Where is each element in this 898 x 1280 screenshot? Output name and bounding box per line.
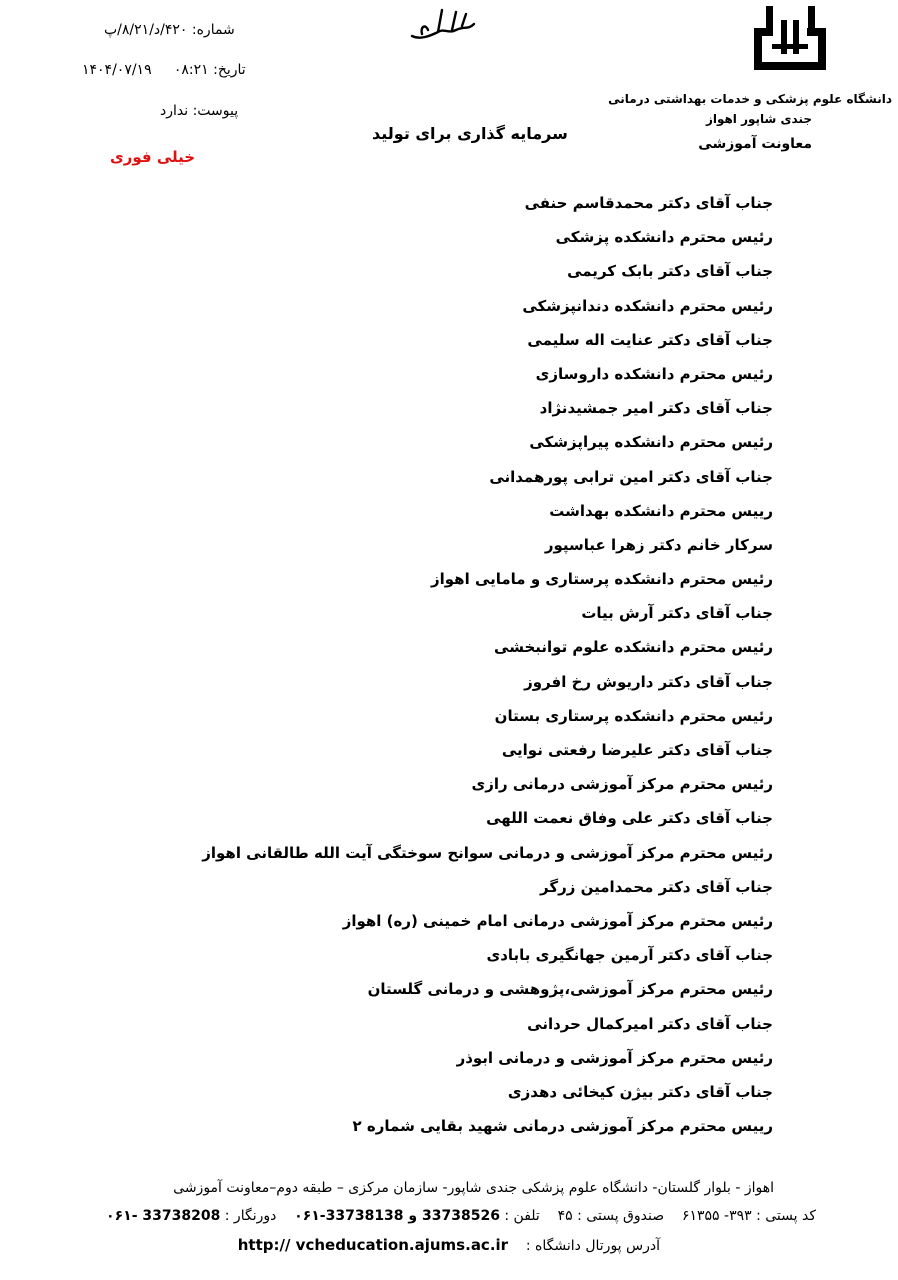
postal-code-value: ۳۹۳- ۶۱۳۵۵ [681, 1208, 752, 1224]
recipient-line: رییس محترم مرکز آموزشی درمانی شهید بقایی شماره ۲ [352, 1117, 773, 1136]
university-name-line2: جندی شاپور اهواز [705, 112, 812, 126]
department-name: معاونت آموزشی [698, 136, 812, 152]
recipient-line: جناب آقای دکتر امیرکمال حردانی [527, 1014, 773, 1033]
letter-subject: سرمایه گذاری برای تولید [372, 124, 568, 143]
recipient-line: جناب آقای دکتر امیر جمشیدنژاد [539, 399, 773, 418]
recipient-line: رئیس محترم مرکز آموزشی،پژوهشی و درمانی گلستان [367, 980, 773, 999]
recipient-line: رئیس محترم دانشکده علوم توانبخشی [494, 638, 773, 657]
recipient-line: رئیس محترم مرکز آموزشی و درمانی سوانح سوختگی آیت الله طالقانی اهواز [202, 843, 773, 862]
letter-number [104, 22, 235, 38]
calligraphy-heading-icon [408, 6, 478, 46]
recipient-line: جناب آقای دکتر امین ترابی پورهمدانی [489, 467, 773, 486]
footer-portal [238, 1236, 660, 1254]
recipients-list [173, 186, 773, 1143]
recipient-line: رئیس محترم دانشکده پیراپزشکی [529, 433, 773, 452]
phone-value: 33738526 و 33738138-۰۶۱ [294, 1208, 500, 1224]
recipient-line: جناب آقای دکتر محمدقاسم حنفی [524, 194, 773, 212]
recipient-line: رئیس محترم مرکز آموزشی درمانی رازی [471, 775, 773, 794]
university-logo-icon [748, 6, 832, 70]
recipient-line: جناب آقای دکتر علیرضا رفعتی نوایی [501, 741, 773, 759]
letter-date-label: تاریخ: [213, 62, 246, 78]
letter-date-value: ۱۴۰۴/۰۷/۱۹ [82, 62, 152, 78]
attachment-label: پیوست: [192, 103, 239, 119]
footer-address: اهواز - بلوار گلستان- دانشگاه علوم پزشکی جندی شاپور- سازمان مرکزی – طبقه دوم–معاونت آموزشی [173, 1180, 774, 1196]
recipient-line: رئیس محترم دانشکده پزشکی [555, 228, 773, 247]
po-box-value: ۴۵ [557, 1208, 573, 1224]
letter-date [82, 62, 246, 78]
recipient-line: رئیس محترم دانشکده پرستاری و مامایی اهواز [431, 570, 773, 589]
recipient-line: رئیس محترم دانشکده دندانپزشکی [522, 296, 773, 315]
recipient-line: رئیس محترم دانشکده پرستاری بستان [494, 706, 773, 725]
recipient-line: جناب آقای دکتر آرش بیات [581, 604, 773, 623]
po-box-label: صندوق پستی : [577, 1208, 665, 1224]
recipient-line: جناب آقای دکتر علی وفاق نعمت اللهی [486, 809, 773, 828]
recipient-line: جناب آقای دکتر بیژن کیخائی دهدزی [507, 1082, 773, 1101]
letter-number-label: شماره: [191, 22, 235, 38]
urgency-label: خیلی فوری [110, 148, 196, 166]
recipient-line: رئیس محترم دانشکده داروسازی [535, 364, 773, 383]
portal-label: آدرس پورتال دانشگاه : [525, 1238, 660, 1254]
phone-label: تلفن : [504, 1208, 540, 1224]
recipient-line: جناب آقای دکتر بابک کریمی [567, 262, 773, 281]
recipient-line: جناب آقای دکتر آرمین جهانگیری بابادی [486, 946, 773, 965]
recipient-line: رئیس محترم مرکز آموزشی درمانی امام خمینی (ره) اهواز [342, 911, 773, 930]
postal-code-label: کد پستی : [756, 1208, 816, 1224]
footer-contact [106, 1208, 816, 1224]
recipient-line: جناب آقای دکتر عنایت اله سلیمی [527, 330, 773, 349]
letter-time-value: ۰۸:۲۱ [173, 62, 209, 78]
recipient-line: رئیس محترم مرکز آموزشی و درمانی ابوذر [456, 1048, 773, 1067]
recipient-line: جناب آقای دکتر داریوش رخ افروز [524, 672, 773, 691]
recipient-line: جناب آقای دکتر محمدامین زرگر [540, 877, 773, 896]
recipient-line: سرکار خانم دکتر زهرا عباسپور [544, 535, 773, 554]
letter-number-value: ۴۲۰/د/۸/۲۱/پ [104, 22, 188, 38]
fax-label: دورنگار : [224, 1208, 277, 1224]
university-name: دانشگاه علوم پزشکی و خدمات بهداشتی درمانی [608, 92, 892, 106]
portal-url-link[interactable]: http:// vcheducation.ajums.ac.ir [237, 1236, 509, 1254]
recipient-line: رییس محترم دانشکده بهداشت [549, 501, 773, 520]
letter-attachment [160, 103, 238, 119]
attachment-value: ندارد [160, 103, 189, 119]
fax-value: 33738208 -۰۶۱ [106, 1208, 221, 1224]
